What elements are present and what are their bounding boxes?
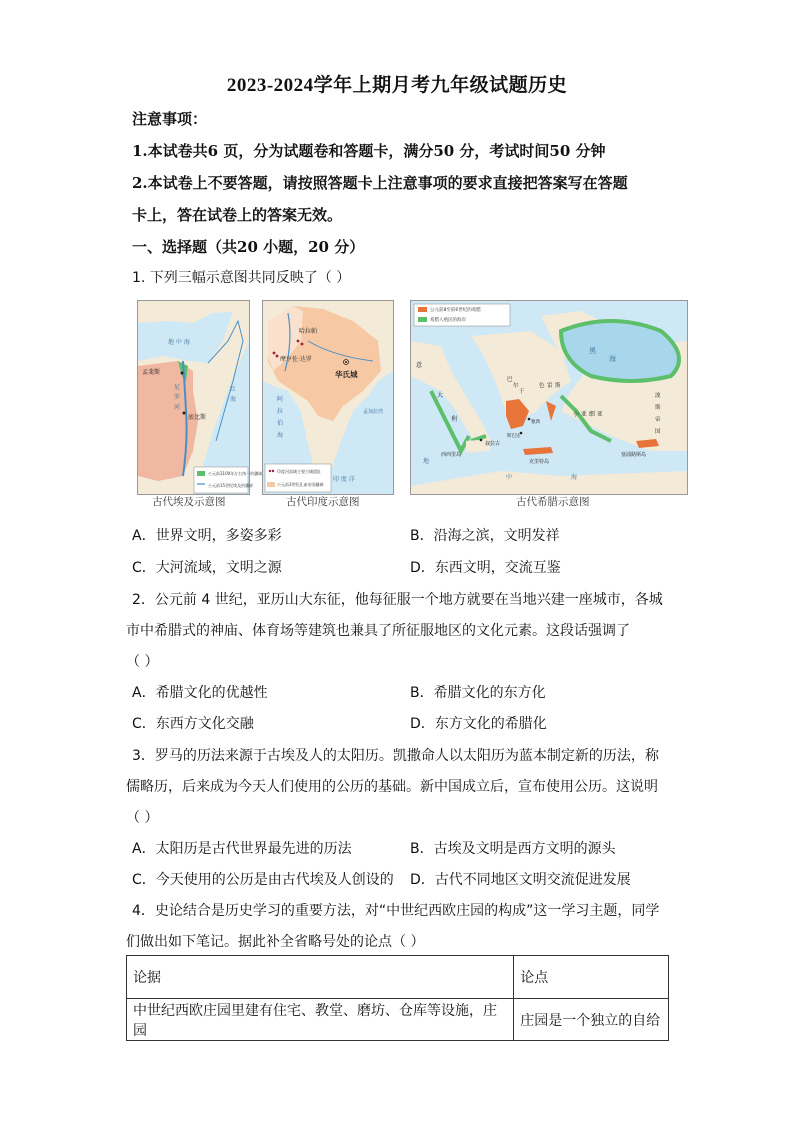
q2-option-a[interactable]: A．希腊文化的优越性 xyxy=(132,685,268,701)
greece-label-ba: 巴 xyxy=(507,377,513,383)
india-legend-1: 印度河流域主要古城遗址 xyxy=(277,469,321,474)
india-label-bo: 伯 xyxy=(277,420,284,427)
egypt-label-luo: 罗 xyxy=(174,394,181,401)
question-2-blank: （ ） xyxy=(126,654,159,670)
q3-option-d[interactable]: D．古代不同地区文明交流促进发展 xyxy=(410,872,631,888)
greece-label-hai2: 海 xyxy=(571,474,578,481)
question-1-stem: 1. 下列三幅示意图共同反映了（ ） xyxy=(132,270,351,286)
greece-label-cyprus: 塞浦路斯岛 xyxy=(621,452,647,458)
india-map-caption: 古代印度示意图 xyxy=(286,496,360,508)
greece-label-gan: 干 xyxy=(519,389,525,395)
q1-option-c[interactable]: C．大河流域，文明之源 xyxy=(132,560,282,576)
egypt-label-thebes: 底比斯 xyxy=(188,414,207,421)
india-label-la: 拉 xyxy=(277,408,284,415)
greece-label-da: 大 xyxy=(437,392,444,399)
india-label-bay-of-bengal: 孟加拉湾 xyxy=(363,409,384,415)
india-label-mohenjo-daro: 摩亨佐·达罗 xyxy=(280,356,312,363)
notice-heading: 注意事项： xyxy=(132,110,208,128)
notice-item-1: 1.本试卷共6 页，分为试题卷和答题卡，满分50 分，考试时间50 分钟 xyxy=(132,142,606,160)
greece-label-sparta: 斯巴达 xyxy=(507,434,521,439)
greece-label-hai: 海 xyxy=(609,355,616,363)
q1-option-b[interactable]: B．沿海之滨，文明发祥 xyxy=(410,528,560,544)
egypt-map-caption: 古代埃及示意图 xyxy=(152,496,226,508)
greece-legend-1: 公元前8至前6世纪的希腊 xyxy=(430,308,481,313)
notice-item-2-line-1: 2.本试卷上不要答题，请按照答题卡上注意事项的要求直接把答案写在答题 xyxy=(132,174,628,192)
greece-label-hei: 黑 xyxy=(589,347,596,355)
question-4-line-1: 4．史论结合是历史学习的重要方法，对“中世纪西欧庄园的构成”这一学习主题，同学 xyxy=(132,903,660,919)
india-legend-2: 公元前3世纪孔雀帝国疆域 xyxy=(277,482,324,487)
q1-option-d[interactable]: D．东西文明，交流互鉴 xyxy=(410,560,561,576)
greece-label-crete: 克里特岛 xyxy=(529,459,550,465)
greece-label-se: 色 xyxy=(539,383,545,389)
greece-label-sicily: 西西里岛 xyxy=(441,452,462,458)
table-row xyxy=(127,999,669,1041)
greece-label-athens: 雅典 xyxy=(531,420,540,425)
india-label-indian-ocean: 印 度 洋 xyxy=(333,476,355,483)
greece-label-er: 尔 xyxy=(513,383,519,389)
greece-label-si: 斯 xyxy=(555,383,561,389)
q3-option-c[interactable]: C．今天使用的公历是由古代埃及人创设的 xyxy=(132,872,394,888)
page-title: 2023-2024学年上期月考九年级试题历史 xyxy=(226,75,568,96)
egypt-label-memphis: 孟斐斯 xyxy=(142,369,161,376)
india-label-pataliputra: 华氏城 xyxy=(335,370,358,379)
section-heading: 一、选择题（共20 小题，20 分） xyxy=(132,238,365,256)
question-3-blank: （ ） xyxy=(126,810,159,826)
table-header-evidence: 论据 xyxy=(127,956,514,999)
greece-label-li: 利 xyxy=(451,416,458,423)
greece-map xyxy=(410,300,688,495)
q2-option-d[interactable]: D．东方文化的希腊化 xyxy=(410,716,547,732)
table-cell-evidence: 中世纪西欧庄园里建有住宅、教堂、磨坊、仓库等设施，庄园 xyxy=(127,999,514,1041)
greece-label-di: 帝 xyxy=(655,417,661,423)
egypt-legend-2: 公元前15世纪埃及的疆界 xyxy=(208,483,254,488)
greece-legend-2: 希腊人殖民的海岸 xyxy=(430,318,466,323)
greece-label-syracuse: 叙拉古 xyxy=(485,441,501,447)
greece-label-guo: 国 xyxy=(655,429,661,435)
india-label-harappa: 哈拉帕 xyxy=(299,328,318,335)
notes-table xyxy=(126,955,669,1041)
greece-label-di2: 地 xyxy=(423,458,430,465)
greece-map-caption: 古代希腊示意图 xyxy=(516,496,590,508)
egypt-legend-1: 公元前3100年左右统一的疆域 xyxy=(208,471,263,476)
greece-label-bo: 波 xyxy=(655,393,661,399)
question-2-line-1: 2．公元前 4 世纪，亚历山大东征，他每征服一个地方就要在当地兴建一座城市，各城 xyxy=(132,592,663,608)
india-map xyxy=(262,300,394,495)
egypt-label-mediterranean: 地 中 海 xyxy=(168,339,190,346)
india-label-hai: 海 xyxy=(277,432,284,439)
notice-item-2-line-2: 卡上，答在试卷上的答案无效。 xyxy=(132,206,343,224)
egypt-label-he: 河 xyxy=(174,404,181,411)
q2-option-c[interactable]: C．东西方文化交融 xyxy=(132,716,254,732)
egypt-label-sea: 海 xyxy=(230,396,237,403)
q3-option-a[interactable]: A．太阳历是古代世界最先进的历法 xyxy=(132,841,352,857)
question-3-line-1: 3．罗马的历法来源于古埃及人的太阳历。凯撒命人以太阳历为蓝本制定新的历法，称 xyxy=(132,748,659,764)
question-2-line-2: 市中希腊式的神庙、体育场等建筑也兼具了所征服地区的文化元素。这段话强调了 xyxy=(126,623,630,639)
egypt-map xyxy=(137,300,263,495)
table-cell-argument: 庄园是一个独立的自给 xyxy=(514,999,669,1041)
greece-label-si2: 斯 xyxy=(655,405,661,411)
q2-option-b[interactable]: B．希腊文化的东方化 xyxy=(410,685,546,701)
greece-label-yi: 意 xyxy=(416,362,423,369)
greece-label-asia-minor: 小 亚 细 亚 xyxy=(573,411,603,418)
greece-label-lei: 雷 xyxy=(547,383,553,389)
egypt-label-red: 红 xyxy=(230,386,237,393)
q1-option-a[interactable]: A．世界文明，多姿多彩 xyxy=(132,528,282,544)
india-label-a: 阿 xyxy=(277,396,284,403)
greece-label-zhong: 中 xyxy=(506,474,513,481)
table-header-argument: 论点 xyxy=(514,956,669,999)
q3-option-b[interactable]: B．古埃及文明是西方文明的源头 xyxy=(410,841,616,857)
table-header-row xyxy=(127,956,669,999)
question-4-line-2: 们做出如下笔记。据此补全省略号处的论点（ ） xyxy=(126,934,425,950)
question-3-line-2: 儒略历，后来成为今天人们使用的公历的基础。新中国成立后，宣布使用公历。这说明 xyxy=(126,779,658,795)
egypt-label-ni: 尼 xyxy=(174,384,181,391)
